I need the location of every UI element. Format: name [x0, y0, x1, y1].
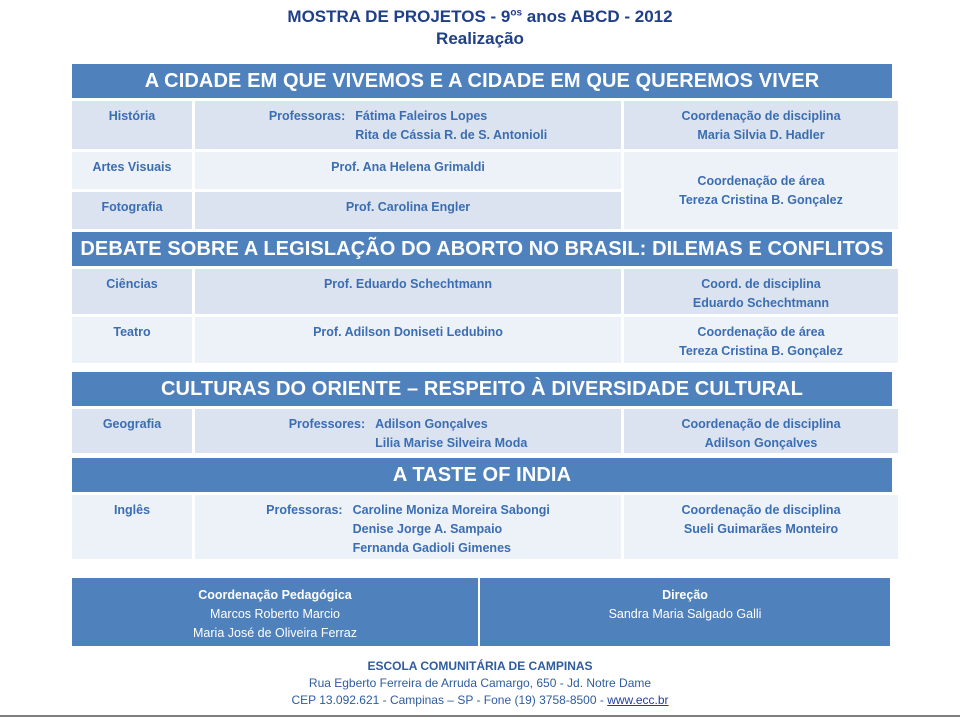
website-link[interactable]: www.ecc.br [607, 693, 669, 707]
subject-cell: Teatro [72, 317, 192, 363]
credits-title: Direção [662, 588, 708, 602]
teachers-cell: Prof. Carolina Engler [195, 192, 621, 229]
coordination-title: Coordenação de área [697, 325, 825, 339]
teachers-label: Professoras: [266, 503, 343, 517]
coordination-name: Tereza Cristina B. Gonçalez [679, 344, 843, 358]
ordinal-superscript: os [510, 7, 523, 19]
project-block-cidade [72, 64, 892, 229]
project-table [72, 269, 892, 363]
coordination-cell [624, 101, 898, 149]
teacher-name: Lilia Marise Silveira Moda [375, 436, 528, 450]
coordination-title: Coordenação de disciplina [681, 417, 841, 431]
teachers-cell: Prof. Adilson Doniseti Ledubino [195, 317, 621, 363]
project-title: A TASTE OF INDIA [72, 458, 892, 492]
credits-name: Sandra Maria Salgado Galli [608, 607, 762, 621]
subject-cell: Geografia [72, 409, 192, 453]
subject-cell: História [72, 101, 192, 149]
pedagogical-coordination [72, 578, 480, 646]
teachers-label: Professores: [288, 417, 366, 431]
coordination-name: Adilson Gonçalves [704, 436, 818, 450]
event-subtitle: Realização [436, 29, 524, 48]
subject-cell: Inglês [72, 495, 192, 559]
school-name: ESCOLA COMUNITÁRIA DE CAMPINAS [367, 659, 593, 673]
school-address: Rua Egberto Ferreira de Arruda Camargo, 650 - Jd. Notre Dame [308, 676, 652, 690]
coordination-name: Maria Silvia D. Hadler [697, 128, 825, 142]
teachers-cell [195, 495, 621, 559]
project-block-oriente [72, 372, 892, 453]
teachers-cell [195, 409, 621, 453]
credits-name: Marcos Roberto Marcio [210, 607, 340, 621]
project-table [72, 101, 892, 229]
credits-name: Maria José de Oliveira Ferraz [193, 626, 357, 640]
teachers-label: Professoras: [268, 109, 346, 123]
coordination-name: Eduardo Schechtmann [692, 296, 830, 310]
project-table [72, 495, 892, 559]
teacher-name: Rita de Cássia R. de S. Antonioli [355, 128, 548, 142]
project-block-aborto [72, 232, 892, 363]
coordination-cell [624, 317, 898, 363]
school-info [0, 658, 960, 709]
teacher-name: Denise Jorge A. Sampaio [352, 522, 503, 536]
subject-cell: Fotografia [72, 192, 192, 229]
project-title: CULTURAS DO ORIENTE – RESPEITO À DIVERSIDADE CULTURAL [72, 372, 892, 406]
project-title: DEBATE SOBRE A LEGISLAÇÃO DO ABORTO NO BRASIL: DILEMAS E CONFLITOS [72, 232, 892, 266]
coordination-title: Coordenação de área [697, 173, 825, 188]
project-table [72, 409, 892, 453]
teacher-name: Adilson Gonçalves [375, 417, 488, 431]
credits-box [72, 578, 890, 646]
coordination-cell [624, 269, 898, 314]
teachers-cell [195, 101, 621, 149]
page-title [0, 6, 960, 50]
project-block-india [72, 458, 892, 559]
event-title: MOSTRA DE PROJETOS - $9^{os}$ anos ABCD - 2012 [287, 7, 673, 26]
coordination-title: Coordenação de disciplina [681, 503, 841, 517]
bottom-divider [0, 715, 960, 717]
coordination-name: Tereza Cristina B. Gonçalez [679, 192, 843, 207]
teachers-cell: Prof. Ana Helena Grimaldi [195, 152, 621, 189]
coordination-title: Coordenação de disciplina [681, 109, 841, 123]
direction [480, 578, 890, 646]
teacher-name: Fátima Faleiros Lopes [355, 109, 488, 123]
subject-cell: Ciências [72, 269, 192, 314]
credits-title: Coordenação Pedagógica [198, 588, 352, 602]
project-title: A CIDADE EM QUE VIVEMOS E A CIDADE EM QUE QUEREMOS VIVER [72, 64, 892, 98]
teacher-name: Fernanda Gadioli Gimenes [352, 541, 511, 555]
coordination-title: Coord. de disciplina [701, 277, 821, 291]
coordination-cell [624, 409, 898, 453]
area-coordination-cell [624, 152, 898, 229]
teacher-name: Caroline Moniza Moreira Sabongi [352, 503, 550, 517]
coordination-name: Sueli Guimarães Monteiro [683, 522, 839, 536]
school-contact: CEP 13.092.621 - Campinas – SP - Fone (19) 3758-8500 - www.ecc.br [291, 693, 669, 707]
coordination-cell [624, 495, 898, 559]
teachers-cell: Prof. Eduardo Schechtmann [195, 269, 621, 314]
subject-cell: Artes Visuais [72, 152, 192, 189]
